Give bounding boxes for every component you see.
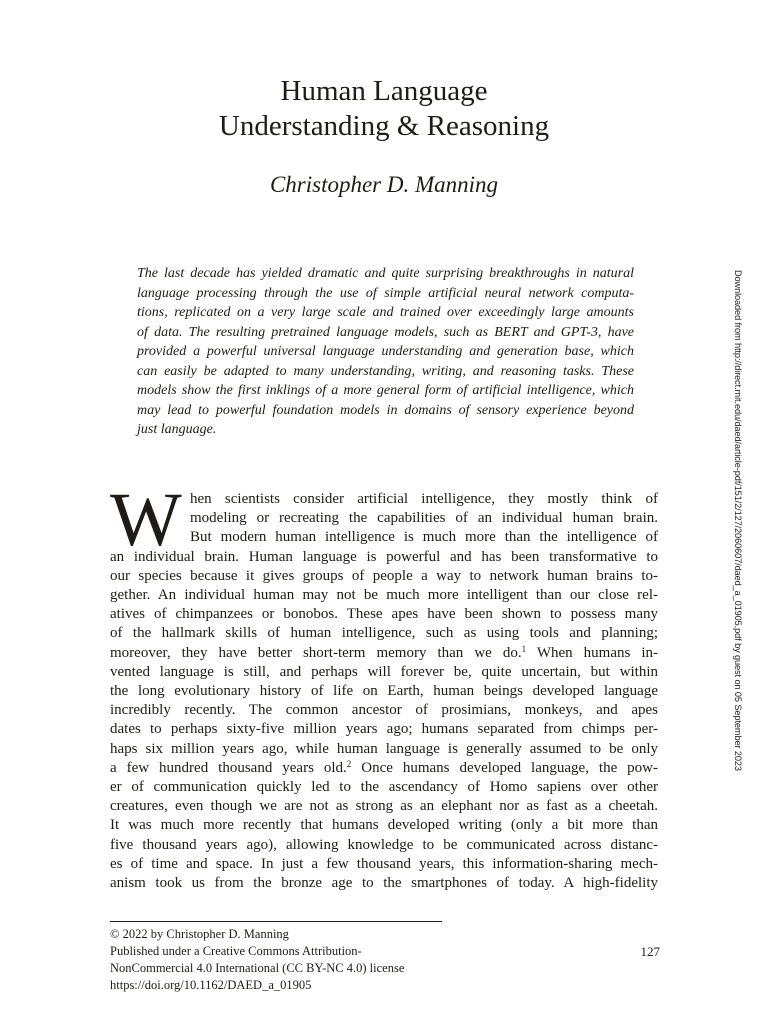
body-line: anism took us from the bronze age to the smartphones of today. A high-fidelity: [110, 875, 658, 892]
body-line-tail: When humans in-: [526, 644, 658, 661]
body-line: atives of chimpanzees or bonobos. These apes have been shown to possess many: [110, 606, 658, 623]
page-number: 127: [640, 944, 660, 959]
title-line-1: Human Language: [280, 75, 488, 107]
author-name: Christopher D. Manning: [269, 172, 499, 197]
abstract-line: tions, replicated on a very large scale and trained over exceedingly large amounts: [137, 305, 634, 320]
abstract: [137, 264, 634, 440]
body-line: modeling or recreating the capabilities of an individual human brain.: [190, 510, 658, 527]
abstract-line: may lead to powerful foundation models in domains of sensory experience beyond: [137, 402, 634, 418]
download-watermark: [731, 270, 745, 771]
body-line: hen scientists consider artificial intelligence, they mostly think of: [190, 491, 658, 507]
body-line: our species because it gives groups of people a way to network human brains to-: [110, 567, 658, 584]
abstract-line: models show the first inklings of a more general form of artificial intelligence, which: [137, 383, 634, 398]
body-line: dates to perhaps sixty-five million years ago; humans separated from chimps per-: [110, 721, 658, 738]
license-line-1: Published under a Creative Commons Attribution-: [110, 944, 362, 958]
body-line-tail: Once humans developed language, the pow-: [351, 759, 659, 776]
body-line: It was much more recently that humans developed writing (only a bit more than: [110, 817, 658, 834]
body-line: creatures, even though we are not as strong as an elephant nor as fast as a cheetah.: [110, 798, 658, 815]
body-line: the long evolutionary history of life on Earth, human beings developed language: [110, 683, 658, 700]
footnote-divider: [110, 921, 442, 922]
footnote-ref-2[interactable]: 2: [346, 758, 352, 769]
abstract-line: language processing through the use of simple artificial neural network computa-: [137, 285, 634, 301]
body-line: es of time and space. In just a few thousand years, this information-sharing mech-: [110, 855, 658, 872]
body-line: [110, 644, 658, 663]
body-line: gether. An individual human may not be much more intelligent than our close rel-: [110, 587, 658, 604]
body-line: an individual brain. Human language is powerful and has been transformative to: [110, 548, 658, 565]
body-line: haps six million years ago, while human language is generally assumed to be only: [110, 740, 658, 757]
body-line-head: a few hundred thousand years old.: [110, 759, 347, 776]
body-line: But modern human intelligence is much more than the intelligence of: [190, 529, 658, 546]
body-line: [110, 759, 658, 778]
title-line-2: Understanding & Reasoning: [218, 110, 550, 142]
abstract-line: provided a powerful universal language understanding and generation base, which: [137, 344, 634, 359]
abstract-line: just language.: [137, 422, 217, 437]
footnote-ref-1[interactable]: 1: [521, 643, 527, 654]
doi-link[interactable]: https://doi.org/10.1162/DAED_a_01905: [110, 978, 312, 992]
copyright-line: © 2022 by Christopher D. Manning: [110, 927, 289, 941]
copyright-footer: [110, 926, 470, 994]
abstract-line: of data. The resulting pretrained language models, such as BERT and GPT-3, have: [137, 324, 634, 340]
download-note: Downloaded from http://direct.mit.edu/daed/article-pdf/151/2/127/2060607/daed_a_01905.pdf by guest on 05 September 2023: [733, 270, 743, 771]
article-title: [0, 74, 768, 144]
drop-cap: W: [110, 478, 182, 562]
license-line-2: NonCommercial 4.0 International (CC BY-NC 4.0) license: [110, 961, 405, 975]
body-line: incredibly recently. The common ancestor of prosimians, monkeys, and apes: [110, 702, 658, 719]
abstract-line: can easily be adapted to many understanding, writing, and reasoning tasks. These: [137, 363, 634, 379]
abstract-line: The last decade has yielded dramatic and quite surprising breakthroughs in natural: [137, 266, 634, 281]
body-line: five thousand years ago), allowing knowledge to be communicated across distanc-: [110, 836, 658, 853]
body-line: vented language is still, and perhaps will forever be, quite uncertain, but within: [110, 663, 658, 680]
body-line: er of communication quickly led to the ascendancy of Homo sapiens over other: [110, 779, 658, 796]
body-text: [110, 478, 659, 893]
body-line-head: moreover, they have better short-term memory than we do.: [110, 644, 522, 661]
body-line: of the hallmark skills of human intelligence, such as using tools and planning;: [110, 625, 658, 642]
